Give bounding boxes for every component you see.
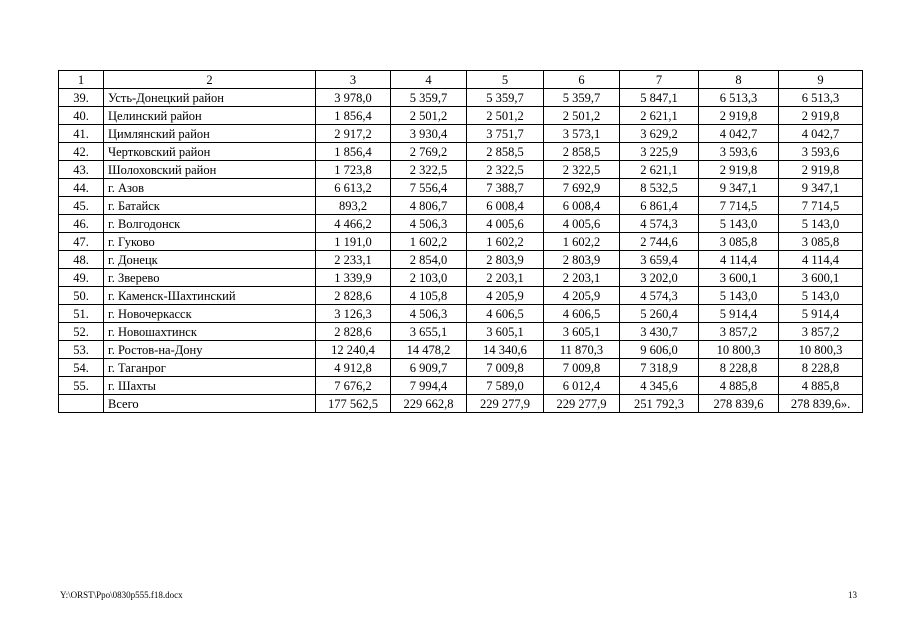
value-cell: 2 501,2: [391, 107, 467, 125]
value-cell: 4 042,7: [779, 125, 863, 143]
value-cell: 4 912,8: [316, 359, 391, 377]
value-cell: 3 126,3: [316, 305, 391, 323]
value-cell: 8 228,8: [699, 359, 779, 377]
district-name-cell: г. Гуково: [104, 233, 316, 251]
value-cell: 3 605,1: [544, 323, 620, 341]
value-cell: 5 847,1: [620, 89, 699, 107]
value-cell: 7 714,5: [699, 197, 779, 215]
value-cell: 4 114,4: [779, 251, 863, 269]
value-cell: 7 556,4: [391, 179, 467, 197]
value-cell: 2 858,5: [544, 143, 620, 161]
value-cell: 2 803,9: [467, 251, 544, 269]
row-number-cell: 54.: [59, 359, 104, 377]
district-name-cell: г. Донецк: [104, 251, 316, 269]
value-cell: 2 203,1: [467, 269, 544, 287]
value-cell: 4 885,8: [779, 377, 863, 395]
table-row: [59, 143, 863, 161]
value-cell: 893,2: [316, 197, 391, 215]
row-number-cell: 46.: [59, 215, 104, 233]
row-number-cell: 48.: [59, 251, 104, 269]
value-cell: 3 593,6: [779, 143, 863, 161]
district-name-cell: г. Новошахтинск: [104, 323, 316, 341]
value-cell: 3 751,7: [467, 125, 544, 143]
district-name-cell: г. Таганрог: [104, 359, 316, 377]
value-cell: 4 005,6: [467, 215, 544, 233]
district-name-cell: г. Зверево: [104, 269, 316, 287]
value-cell: 4 205,9: [544, 287, 620, 305]
value-cell: 2 919,8: [699, 161, 779, 179]
row-number-cell: 50.: [59, 287, 104, 305]
value-cell: 8 228,8: [779, 359, 863, 377]
value-cell: 2 828,6: [316, 323, 391, 341]
row-number-cell: 43.: [59, 161, 104, 179]
value-cell: 7 714,5: [779, 197, 863, 215]
value-cell: 1 339,9: [316, 269, 391, 287]
district-name-cell: Усть-Донецкий район: [104, 89, 316, 107]
value-cell: 7 318,9: [620, 359, 699, 377]
value-cell: 7 009,8: [544, 359, 620, 377]
district-name-cell: г. Каменск-Шахтинский: [104, 287, 316, 305]
value-cell: 1 191,0: [316, 233, 391, 251]
value-cell: 6 513,3: [779, 89, 863, 107]
value-cell: 2 103,0: [391, 269, 467, 287]
value-cell: 2 621,1: [620, 107, 699, 125]
value-cell: 1 856,4: [316, 143, 391, 161]
district-name-cell: г. Азов: [104, 179, 316, 197]
value-cell: 6 613,2: [316, 179, 391, 197]
value-cell: 2 854,0: [391, 251, 467, 269]
value-cell: 3 659,4: [620, 251, 699, 269]
value-cell: 9 347,1: [699, 179, 779, 197]
district-name-cell: г. Шахты: [104, 377, 316, 395]
footer-file-path: Y:\ORST\Ppo\0830p555.f18.docx: [60, 590, 183, 600]
value-cell: 3 430,7: [620, 323, 699, 341]
value-cell: 3 202,0: [620, 269, 699, 287]
table-row: [59, 377, 863, 395]
value-cell: 3 605,1: [467, 323, 544, 341]
value-cell: 3 655,1: [391, 323, 467, 341]
value-cell: 12 240,4: [316, 341, 391, 359]
value-cell: 4 205,9: [467, 287, 544, 305]
value-cell: 11 870,3: [544, 341, 620, 359]
value-cell: 7 676,2: [316, 377, 391, 395]
district-name-cell: г. Батайск: [104, 197, 316, 215]
district-name-cell: г. Ростов-на-Дону: [104, 341, 316, 359]
value-cell: 229 277,9: [544, 395, 620, 413]
column-number-cell: 1: [59, 71, 104, 89]
value-cell: 177 562,5: [316, 395, 391, 413]
value-cell: 3 930,4: [391, 125, 467, 143]
value-cell: 5 359,7: [544, 89, 620, 107]
district-name-cell: г. Новочеркасск: [104, 305, 316, 323]
value-cell: 2 322,5: [544, 161, 620, 179]
value-cell: 4 574,3: [620, 215, 699, 233]
value-cell: 2 919,8: [699, 107, 779, 125]
value-cell: 4 345,6: [620, 377, 699, 395]
row-number-cell: 53.: [59, 341, 104, 359]
district-name-cell: Целинский район: [104, 107, 316, 125]
value-cell: 3 225,9: [620, 143, 699, 161]
table-row: [59, 305, 863, 323]
value-cell: 2 919,8: [779, 107, 863, 125]
column-number-cell: 8: [699, 71, 779, 89]
table-header-row: [59, 71, 863, 89]
value-cell: 9 606,0: [620, 341, 699, 359]
value-cell: 4 042,7: [699, 125, 779, 143]
value-cell: 3 573,1: [544, 125, 620, 143]
row-number-cell: [59, 395, 104, 413]
value-cell: 2 744,6: [620, 233, 699, 251]
value-cell: 5 359,7: [467, 89, 544, 107]
value-cell: 278 839,6».: [779, 395, 863, 413]
value-cell: 2 501,2: [544, 107, 620, 125]
value-cell: 8 532,5: [620, 179, 699, 197]
page-number: 13: [848, 590, 857, 600]
value-cell: 7 994,4: [391, 377, 467, 395]
value-cell: 5 143,0: [699, 287, 779, 305]
district-name-cell: г. Волгодонск: [104, 215, 316, 233]
value-cell: 5 359,7: [391, 89, 467, 107]
value-cell: 3 978,0: [316, 89, 391, 107]
value-cell: 2 919,8: [779, 161, 863, 179]
value-cell: 10 800,3: [699, 341, 779, 359]
value-cell: 2 917,2: [316, 125, 391, 143]
value-cell: 1 602,2: [467, 233, 544, 251]
value-cell: 3 593,6: [699, 143, 779, 161]
value-cell: 4 885,8: [699, 377, 779, 395]
table-row: [59, 89, 863, 107]
value-cell: 7 692,9: [544, 179, 620, 197]
value-cell: 2 803,9: [544, 251, 620, 269]
value-cell: 251 792,3: [620, 395, 699, 413]
data-table: [58, 70, 863, 413]
value-cell: 5 143,0: [779, 287, 863, 305]
district-name-cell: Всего: [104, 395, 316, 413]
value-cell: 4 005,6: [544, 215, 620, 233]
column-number-cell: 6: [544, 71, 620, 89]
value-cell: 3 857,2: [699, 323, 779, 341]
value-cell: 5 143,0: [699, 215, 779, 233]
row-number-cell: 51.: [59, 305, 104, 323]
column-number-cell: 9: [779, 71, 863, 89]
value-cell: 278 839,6: [699, 395, 779, 413]
column-number-cell: 7: [620, 71, 699, 89]
row-number-cell: 41.: [59, 125, 104, 143]
row-number-cell: 42.: [59, 143, 104, 161]
table-row: [59, 233, 863, 251]
value-cell: 2 621,1: [620, 161, 699, 179]
column-number-cell: 3: [316, 71, 391, 89]
value-cell: 229 662,8: [391, 395, 467, 413]
value-cell: 2 322,5: [467, 161, 544, 179]
value-cell: 3 600,1: [699, 269, 779, 287]
value-cell: 2 501,2: [467, 107, 544, 125]
district-name-cell: Чертковский район: [104, 143, 316, 161]
value-cell: 6 008,4: [544, 197, 620, 215]
value-cell: 4 806,7: [391, 197, 467, 215]
row-number-cell: 44.: [59, 179, 104, 197]
value-cell: 2 858,5: [467, 143, 544, 161]
row-number-cell: 39.: [59, 89, 104, 107]
value-cell: 6 513,3: [699, 89, 779, 107]
value-cell: 6 008,4: [467, 197, 544, 215]
value-cell: 1 723,8: [316, 161, 391, 179]
value-cell: 4 114,4: [699, 251, 779, 269]
value-cell: 10 800,3: [779, 341, 863, 359]
value-cell: 4 105,8: [391, 287, 467, 305]
value-cell: 2 233,1: [316, 251, 391, 269]
value-cell: 1 602,2: [544, 233, 620, 251]
table-row: [59, 359, 863, 377]
value-cell: 3 629,2: [620, 125, 699, 143]
row-number-cell: 47.: [59, 233, 104, 251]
value-cell: 2 203,1: [544, 269, 620, 287]
value-cell: 5 914,4: [699, 305, 779, 323]
column-number-cell: 4: [391, 71, 467, 89]
value-cell: 4 606,5: [544, 305, 620, 323]
row-number-cell: 49.: [59, 269, 104, 287]
value-cell: 2 769,2: [391, 143, 467, 161]
table-row: [59, 161, 863, 179]
value-cell: 4 466,2: [316, 215, 391, 233]
table-row: [59, 323, 863, 341]
value-cell: 5 914,4: [779, 305, 863, 323]
table-row: [59, 125, 863, 143]
row-number-cell: 55.: [59, 377, 104, 395]
value-cell: 4 506,3: [391, 305, 467, 323]
table-row: [59, 287, 863, 305]
value-cell: 6 012,4: [544, 377, 620, 395]
value-cell: 5 143,0: [779, 215, 863, 233]
value-cell: 5 260,4: [620, 305, 699, 323]
column-number-cell: 2: [104, 71, 316, 89]
row-number-cell: 40.: [59, 107, 104, 125]
value-cell: 14 478,2: [391, 341, 467, 359]
value-cell: 3 085,8: [699, 233, 779, 251]
table-row: [59, 269, 863, 287]
value-cell: 4 506,3: [391, 215, 467, 233]
value-cell: 3 600,1: [779, 269, 863, 287]
value-cell: 4 574,3: [620, 287, 699, 305]
value-cell: 14 340,6: [467, 341, 544, 359]
value-cell: 2 828,6: [316, 287, 391, 305]
value-cell: 4 606,5: [467, 305, 544, 323]
value-cell: 7 589,0: [467, 377, 544, 395]
district-name-cell: Шолоховский район: [104, 161, 316, 179]
table-total-row: [59, 395, 863, 413]
table-row: [59, 341, 863, 359]
value-cell: 6 861,4: [620, 197, 699, 215]
value-cell: 7 009,8: [467, 359, 544, 377]
table-row: [59, 197, 863, 215]
row-number-cell: 45.: [59, 197, 104, 215]
table-row: [59, 107, 863, 125]
table-row: [59, 251, 863, 269]
value-cell: 229 277,9: [467, 395, 544, 413]
column-number-cell: 5: [467, 71, 544, 89]
value-cell: 3 085,8: [779, 233, 863, 251]
value-cell: 6 909,7: [391, 359, 467, 377]
value-cell: 1 856,4: [316, 107, 391, 125]
table-row: [59, 215, 863, 233]
value-cell: 7 388,7: [467, 179, 544, 197]
value-cell: 9 347,1: [779, 179, 863, 197]
value-cell: 1 602,2: [391, 233, 467, 251]
value-cell: 2 322,5: [391, 161, 467, 179]
table-row: [59, 179, 863, 197]
row-number-cell: 52.: [59, 323, 104, 341]
district-name-cell: Цимлянский район: [104, 125, 316, 143]
value-cell: 3 857,2: [779, 323, 863, 341]
